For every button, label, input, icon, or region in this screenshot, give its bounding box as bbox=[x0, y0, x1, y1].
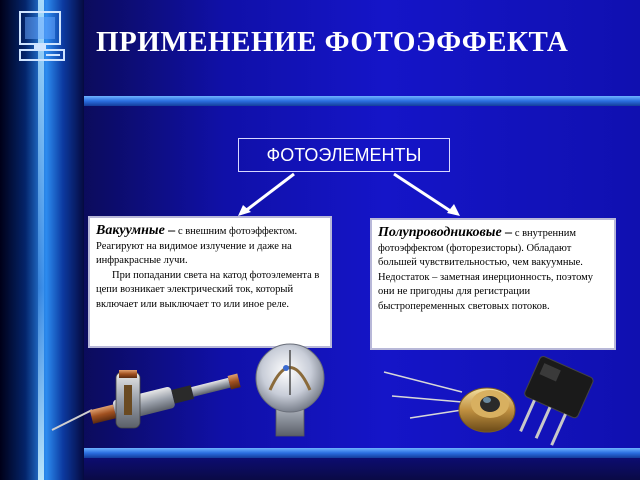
bottom-strip bbox=[84, 458, 640, 480]
semiconductor-description: с внутренним фотоэффектом (фоторезисторы). Обладают большей чувствительностью, чем вакуумные. Недостаток – заметная инерционность, поэтому они не пригодны для регистрации быстропеременных световых потоков. bbox=[378, 228, 594, 312]
vacuum-description: с внешним фотоэффектом. Реагируют на видимое излучение и даже на инфракрасные лучи. bbox=[96, 226, 298, 266]
slide-title: ПРИМЕНЕНИЕ ФОТОЭФФЕКТА bbox=[96, 26, 569, 58]
semiconductor-term: Полупроводниковые – bbox=[378, 225, 513, 240]
vacuum-description-2: При попадании света на катод фотоэлемента в цепи возникает электрический ток, который включает или выключает то или иное реле. bbox=[96, 269, 320, 310]
bottom-divider-band bbox=[84, 448, 640, 458]
photoelements-heading: ФОТОЭЛЕМЕНТЫ bbox=[266, 144, 422, 165]
vacuum-term: Вакуумные – bbox=[96, 223, 176, 238]
